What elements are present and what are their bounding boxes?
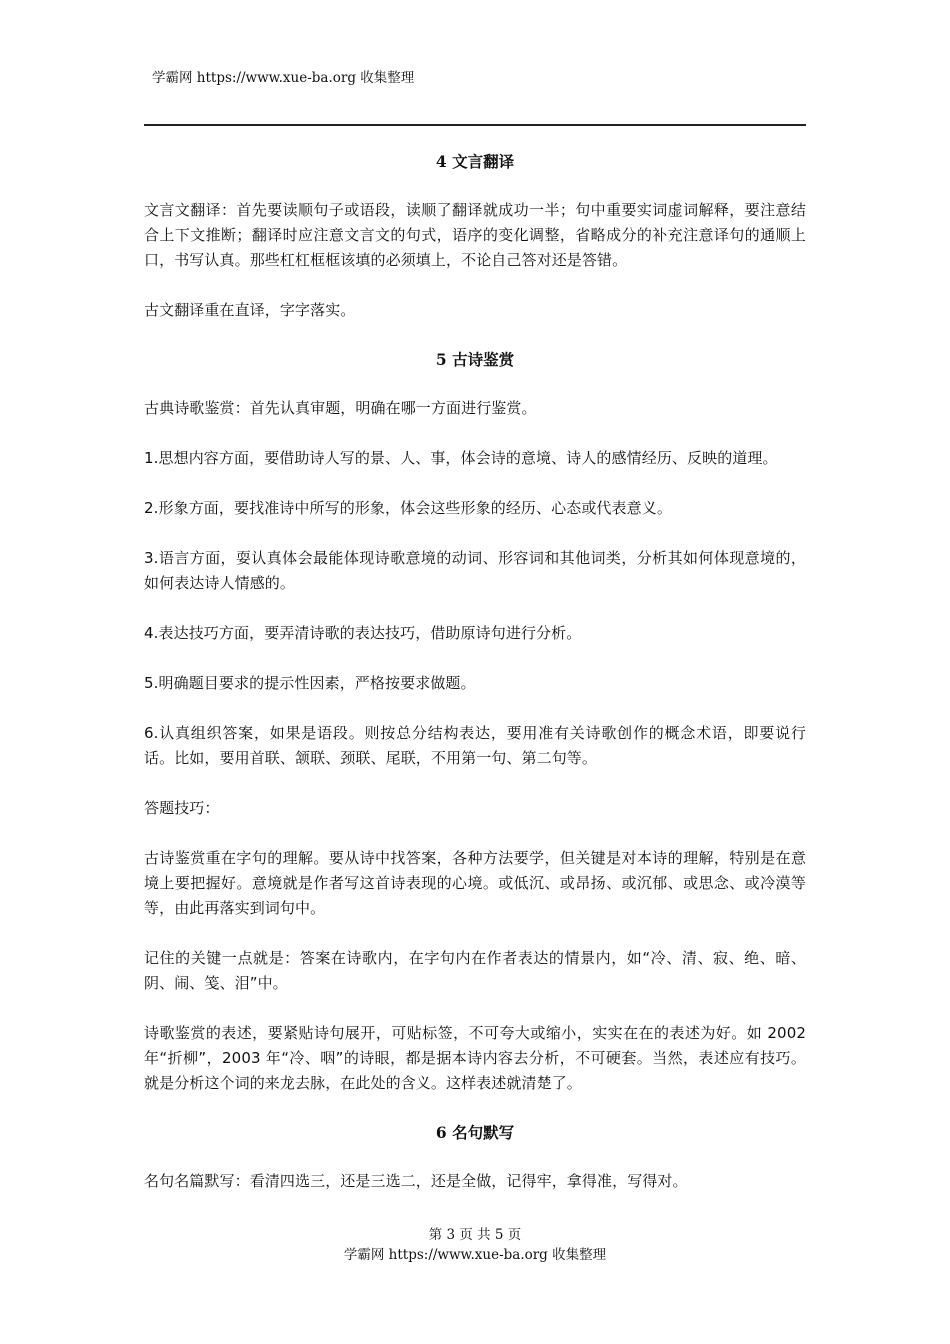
section-title: 4 文言翻译	[435, 152, 515, 171]
list-item: 5.明确题目要求的提示性因素，严格按要求做题。	[144, 674, 476, 692]
page-header: 学霸网 https://www.xue-ba.org 收集整理	[152, 70, 415, 86]
paragraph: 记住的关键一点就是：答案在诗歌内，在字句内在作者表达的情景内，如“冷、清、寂、绝、暗、阴、闹、笺、泪”中。	[144, 949, 806, 992]
paragraph: 古文翻译重在直译，字字落实。	[144, 301, 356, 319]
header-divider	[144, 124, 806, 126]
list-item: 3.语言方面，耍认真体会最能体现诗歌意境的动词、形容词和其他词类，分析其如何体现意境的，如何表达诗人情感的。	[144, 549, 806, 592]
paragraph: 名句名篇默写：看清四选三，还是三选二，还是全做，记得牢，拿得准，写得对。	[144, 1172, 688, 1190]
list-item: 6.认真组织答案，如果是语段。则按总分结构表达，要用准有关诗歌创作的概念术语，即要说行话。比如，要用首联、颔联、颈联、尾联，不用第一句、第二句等。	[144, 724, 806, 767]
section-title: 5 古诗鉴赏	[435, 350, 515, 369]
paragraph: 文言文翻译：首先要读顺句子或语段，读顺了翻译就成功一半；句中重要实词虚词解释，要注意结合上下文推断；翻译时应注意文言文的句式，语序的变化调整，省略成分的补充注意译句的通顺上口，书写认真。那些杠杠框框该填的必须填上，不论自己答对还是答错。	[144, 201, 806, 269]
page-number: 第 3 页 共 5 页	[428, 1227, 522, 1243]
paragraph: 答题技巧：	[144, 799, 220, 817]
paragraph: 诗歌鉴赏的表述，要紧贴诗句展开，可贴标签，不可夸大或缩小，实实在在的表述为好。如 2002 年“折柳”，2003 年“冷、咽”的诗眼，都是据本诗内容去分析，不可硬套。当然，表述应有技巧。就是分析这个词的来龙去脉，在此处的含义。这样表述就清楚了。	[144, 1024, 806, 1092]
list-item: 4.表达技巧方面，要弄清诗歌的表达技巧，借助原诗句进行分析。	[144, 624, 582, 642]
list-item: 2.形象方面，要找准诗中所写的形象，体会这些形象的经历、心态或代表意义。	[144, 499, 672, 517]
document-body	[144, 150, 806, 1194]
paragraph: 古诗鉴赏重在字句的理解。要从诗中找答案，各种方法要学，但关键是对本诗的理解，特别是在意境上要把握好。意境就是作者写这首诗表现的心境。或低沉、或昂扬、或沉郁、或思念、或冷漠等等，由此再落实到词句中。	[144, 849, 806, 917]
paragraph: 古典诗歌鉴赏：首先认真审题，明确在哪一方面进行鉴赏。	[144, 399, 537, 417]
list-item: 1.思想内容方面，要借助诗人写的景、人、事，体会诗的意境、诗人的感情经历、反映的道理。	[144, 449, 778, 467]
section-title: 6 名句默写	[435, 1123, 515, 1142]
page-footer: 学霸网 https://www.xue-ba.org 收集整理	[343, 1247, 607, 1263]
